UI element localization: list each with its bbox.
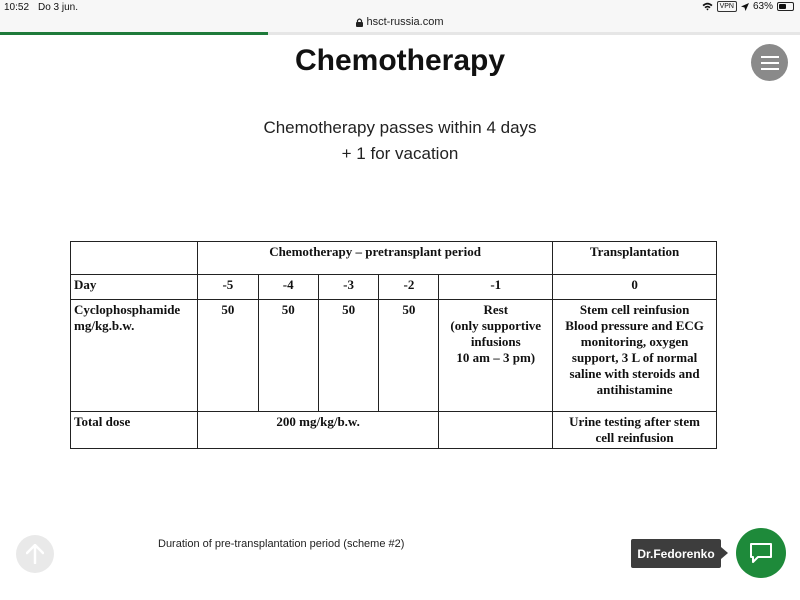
dose-cell: 50	[379, 300, 439, 412]
page-title: Chemotherapy	[294, 44, 506, 77]
rest-line: (only supportive	[450, 318, 542, 333]
day-cell: 0	[553, 275, 717, 300]
day-cell: -5	[197, 275, 258, 300]
hamburger-menu-icon	[761, 56, 779, 70]
total-transplant-line: cell reinfusion	[595, 430, 674, 445]
dose-cell: 50	[258, 300, 318, 412]
battery-icon	[777, 2, 794, 11]
vpn-badge: VPN	[717, 1, 737, 12]
day-cell: -4	[258, 275, 318, 300]
header-pretransplant: Chemotherapy – pretransplant period	[197, 242, 552, 275]
total-empty-cell	[439, 412, 553, 449]
transplant-line: monitoring, oxygen	[580, 334, 689, 349]
cyclo-label	[71, 300, 198, 412]
lock-icon	[356, 18, 363, 27]
wifi-icon	[702, 2, 713, 11]
battery-percent: 63%	[752, 1, 773, 12]
dose-cell: 50	[197, 300, 258, 412]
day-cell: -1	[439, 275, 553, 300]
scroll-up-button[interactable]	[16, 535, 54, 573]
subtitle	[0, 115, 800, 167]
arrow-up-icon	[26, 544, 44, 564]
subtitle-line-2: + 1 for vacation	[341, 144, 459, 163]
location-arrow-icon	[741, 3, 749, 11]
page-load-progress-fill	[0, 32, 268, 35]
cyclo-label-line: mg/kg.b.w.	[74, 318, 135, 333]
transplant-line: antihistamine	[596, 382, 673, 397]
table-header-row	[71, 242, 717, 275]
transplant-line: Blood pressure and ECG	[565, 318, 704, 333]
status-indicators	[702, 1, 794, 12]
transplant-line: support, 3 L of normal	[571, 350, 698, 365]
chat-label[interactable]: Dr.Fedorenko	[631, 539, 721, 568]
status-bar	[0, 0, 800, 16]
total-transplant-line: Urine testing after stem	[569, 414, 700, 429]
table-corner-cell	[71, 242, 198, 275]
day-label: Day	[71, 275, 198, 300]
status-time: 10:52	[4, 2, 30, 13]
table-row-cyclophosphamide	[71, 300, 717, 412]
rest-line: infusions	[470, 334, 521, 349]
total-value: 200 mg/kg/b.w.	[197, 412, 438, 449]
chat-bubble-icon	[749, 542, 773, 564]
table-caption: Duration of pre-transplantation period (scheme #2)	[158, 538, 405, 550]
rest-cell	[439, 300, 553, 412]
menu-button[interactable]	[751, 44, 788, 81]
dose-cell: 50	[318, 300, 379, 412]
day-cell: -2	[379, 275, 439, 300]
subtitle-line-1: Chemotherapy passes within 4 days	[263, 118, 537, 137]
table-row-day	[71, 275, 717, 300]
total-label: Total dose	[71, 412, 198, 449]
cyclo-label-line: Cyclophosphamide	[74, 302, 181, 317]
rest-line: 10 am – 3 pm)	[456, 350, 536, 365]
transplant-line: saline with steroids and	[569, 366, 700, 381]
rest-line: Rest	[483, 302, 509, 317]
status-date: Do 3 jun.	[38, 2, 79, 13]
transplant-cell	[553, 300, 717, 412]
total-transplant-cell	[553, 412, 717, 449]
day-cell: -3	[318, 275, 379, 300]
page-load-progress	[0, 32, 800, 35]
header-transplant: Transplantation	[553, 242, 717, 275]
chemotherapy-scheme-table	[70, 241, 717, 449]
url-text[interactable]: hsct-russia.com	[366, 16, 444, 28]
table-row-total	[71, 412, 717, 449]
chat-button[interactable]	[736, 528, 786, 578]
transplant-line: Stem cell reinfusion	[579, 302, 690, 317]
url-bar[interactable]	[0, 16, 800, 32]
